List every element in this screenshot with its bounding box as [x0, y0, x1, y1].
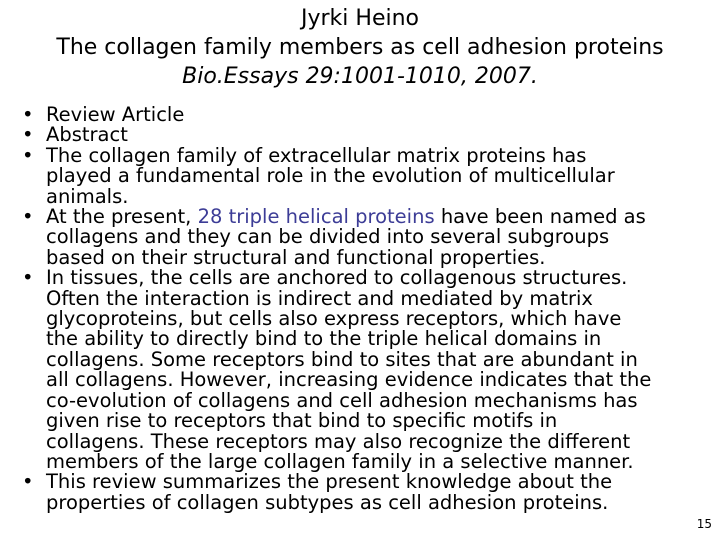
bullet-item-collagen-family	[18, 143, 708, 208]
bullet-line: collagens and they can be divided into several subgroups	[46, 225, 610, 249]
bullet-line: animals.	[46, 184, 129, 208]
bullet-line: given rise to receptors that bind to specific motifs in	[46, 409, 558, 433]
bullet-line: played a fundamental role in the evolution of multicellular	[46, 164, 615, 188]
bullet-line: collagens. Some receptors bind to sites that are abundant in	[46, 347, 638, 371]
bullet-line: collagens. These receptors may also recognize the different	[46, 429, 631, 453]
bullet-line: members of the large collagen family in a selective manner.	[46, 449, 634, 473]
bullet-item-abstract	[18, 125, 708, 145]
bullet-line: Abstract	[46, 123, 128, 147]
highlighted-text: 28 triple helical proteins	[197, 205, 435, 229]
bullet-dot: •	[22, 205, 34, 229]
bullet-line: all collagens. However, increasing evidence indicates that the	[46, 368, 652, 392]
bullet-item-tissues	[18, 268, 708, 472]
bullet-line	[46, 207, 708, 227]
page-number: 15	[696, 517, 712, 531]
bullet-dot: •	[22, 103, 34, 126]
bullet-list	[18, 105, 708, 513]
bullet-line: Review Article	[46, 103, 185, 126]
bullet-line: properties of collagen subtypes as cell adhesion proteins.	[46, 490, 609, 514]
bullet-line: the ability to directly bind to the triple helical domains in	[46, 327, 602, 351]
bullet-line: based on their structural and functional properties.	[46, 245, 546, 269]
bullet-item-triple-helical	[18, 207, 708, 268]
bullet-item-review-article	[18, 105, 708, 125]
paper-title: The collagen family members as cell adhesion proteins	[56, 35, 664, 60]
bullet-dot: •	[22, 470, 34, 494]
bullet-line: In tissues, the cells are anchored to collagenous structures.	[46, 266, 628, 290]
author-name: Jyrki Heino	[301, 6, 419, 31]
text-segment: have been named as	[434, 205, 646, 229]
title-block	[0, 4, 720, 91]
bullet-item-review-summary	[18, 472, 708, 513]
bullet-dot: •	[22, 123, 34, 147]
bullet-dot: •	[22, 143, 34, 167]
citation: Bio.Essays 29:1001-1010, 2007.	[182, 64, 538, 89]
bullet-line: glycoproteins, but cells also express receptors, which have	[46, 307, 622, 331]
bullet-line: Often the interaction is indirect and mediated by matrix	[46, 286, 593, 310]
text-segment: At the present,	[46, 205, 198, 229]
bullet-line: This review summarizes the present knowledge about the	[46, 470, 613, 494]
bullet-line: co-evolution of collagens and cell adhesion mechanisms has	[46, 388, 638, 412]
bullet-line: The collagen family of extracellular matrix proteins has	[46, 143, 587, 167]
bullet-dot: •	[22, 266, 34, 290]
